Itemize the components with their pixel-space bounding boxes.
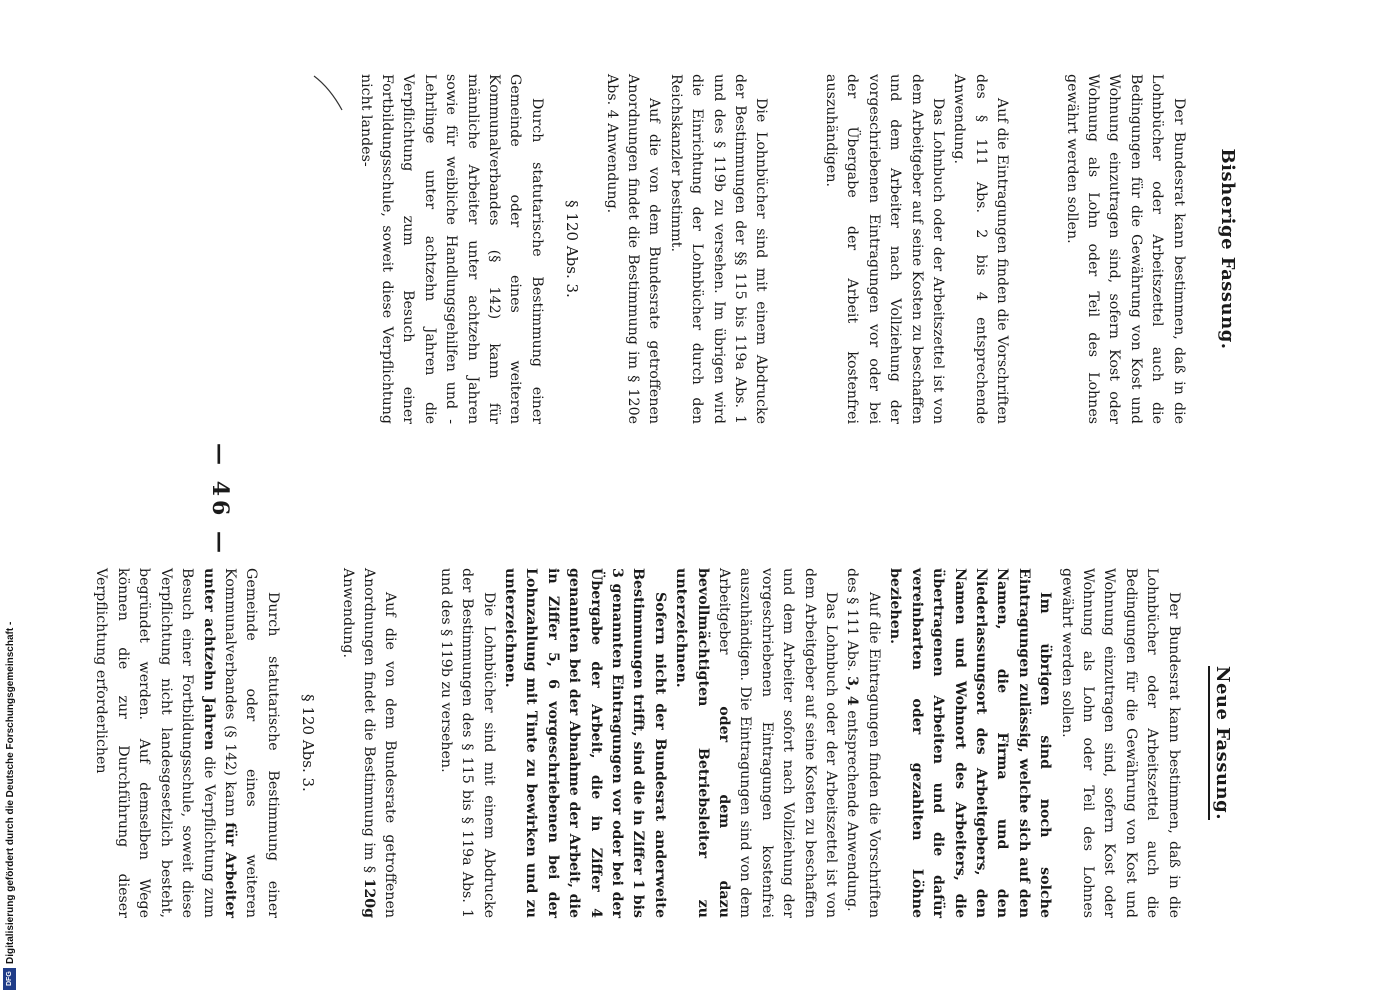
section-heading: § 120 Abs. 3. — [563, 200, 582, 298]
heading-text: Neue Fassung. — [1208, 666, 1233, 820]
dfg-logo-icon: DFG — [3, 968, 16, 990]
paragraph — [336, 568, 400, 918]
paragraph — [90, 568, 283, 918]
bold-text: oder dem dazu bevollmächtigten Betriebsleiter zu unterzeichnen. — [673, 568, 733, 918]
text: Das Lohnbuch oder der Arbeitszettel ist von dem Arbeitgeber auf seine Kosten zu beschaffen und dem Arbeiter sofort nach Vollziehung der vorgeschriebenen Eintragungen kostenfrei auszuhändigen. Die Eintragungen sind von dem Arbeitgeber — [716, 568, 840, 918]
paragraph: Die Lohnbücher sind mit einem Abdrucke der Bestimmungen der §§ 115 bis 119a Abs. 1 und des § 119b zu versehen. Im übrigen wird die Einrichtung der Lohnbücher durch den Reichskanzler bestimmt. — [667, 74, 770, 424]
column-old-version — [354, 74, 1238, 424]
text: Auf die Eintragungen finden die Vorschriften des § 111 Abs. — [844, 568, 882, 918]
paragraph: Auf die Eintragungen finden die Vorschriften des § 111 Abs. 2 bis 4 entsprechende Anwendung. — [951, 74, 1011, 424]
bold-text: 120g — [360, 878, 377, 918]
paragraph — [841, 568, 884, 918]
text: Anwendung. — [339, 568, 356, 659]
bold-text: 3, 4 — [844, 676, 861, 706]
column-new-version — [90, 568, 1233, 918]
page-number: — 46 — — [207, 443, 233, 557]
paragraph-bold — [884, 568, 1055, 918]
paragraph: Durch statutarische Bestimmung einer Gemeinde oder eines weiteren Kommunalverbandes (§ 142) kann für männliche Arbeiter unter achtzehn Jahren sowie für weibliche Handlungsgehilfen und -Lehrlinge unter achtzehn Jahren die Verpflichtung zum Besuch einer Fortbildungsschule, soweit diese Verpflichtung nicht landes- — [357, 74, 545, 424]
pen-mark-icon — [312, 74, 352, 114]
footer-credit — [2, 594, 20, 994]
paragraph: Auf die von dem Bundesrate getroffenen Anordnungen findet die Bestimmung im § 120e Abs. 4 Anwendung. — [603, 74, 663, 424]
paragraph-bold — [499, 568, 670, 918]
paragraph: Der Bundesrat kann bestimmen, daß in die Lohnbücher oder Arbeitszettel auch die Bedingungen für die Gewährung von Kost und Wohnung einzutragen sind, sofern Kost oder Wohnung als Lohn oder Teil des Lohnes gewährt werden sollen. — [1058, 568, 1182, 918]
paragraph: Die Lohnbücher sind mit einem Abdrucke der Bestimmungen des § 115 bis § 119a Abs. 1 und des § 119b zu versehen. — [437, 568, 497, 918]
section-heading: § 120 Abs. 3. — [299, 694, 318, 792]
paragraph — [670, 568, 841, 918]
bold-text: für Arbeiter unter achtzehn Jahren — [200, 568, 238, 918]
text: Auf die von dem Bundesrate getroffenen Anordnungen findet die Bestimmung im § — [360, 568, 399, 918]
text: die Verpflichtung zum Besuch einer Fortbildungsschule, soweit diese Verpflichtung nicht landesgesetzlich besteht, begründet werden. Auf demselben Wege können die zur Durchführung dieser Verpflichtung erforderlichen — [93, 568, 217, 918]
paragraph: Der Bundesrat kann bestimmen, daß in die Lohnbücher oder Arbeitszettel auch die Bedingungen für die Gewährung von Kost und Wohnung einzutragen sind, sofern Kost oder Wohnung als Lohn oder Teil des Lohnes gewährt werden sollen. — [1063, 74, 1187, 424]
heading-new-version — [1212, 568, 1233, 918]
bold-text: Im übrigen sind noch solche Eintragungen zulässig, welche sich auf den Namen, die Firma und den Niederlassungsort des Arbeitgebers, den Namen und Wohnort des Arbeiters, die übertragenen Arbeiten und die dafür vereinbarten oder gezahlten Löhne beziehen. — [887, 568, 1054, 918]
text: entsprechende Anwendung. — [844, 705, 861, 912]
footer-text: Digitalisierung gefördert durch die Deutsche Forschungsgemeinschaft - — [5, 621, 16, 964]
text: Durch statutarische Bestimmung einer Gemeinde oder eines weiteren Kommunalverbandes (§ 142) kann — [221, 568, 281, 918]
paragraph: Das Lohnbuch oder der Arbeitszettel ist von dem Arbeitgeber auf seine Kosten zu beschaffen und dem Arbeiter nach Vollziehung der vorgeschriebenen Eintragungen vor oder bei der Übergabe der Arbeit kostenfrei auszuhändigen. — [822, 74, 946, 424]
heading-old-version: Bisherige Fassung. — [1217, 148, 1238, 350]
bold-text: Sofern nicht der Bundesrat anderweite Bestimmungen trifft, sind die in Ziffer 1 bis 3 genannten Eintragungen vor oder bei der Übergabe der Arbeit, die in Ziffer 4 genannten bei der Abnahme der Arbeit, die in Ziffer 5, 6 vorgeschriebenen bei der Lohnzahlung mit Tinte zu bewirken und zu unterzeichnen. — [502, 568, 668, 918]
